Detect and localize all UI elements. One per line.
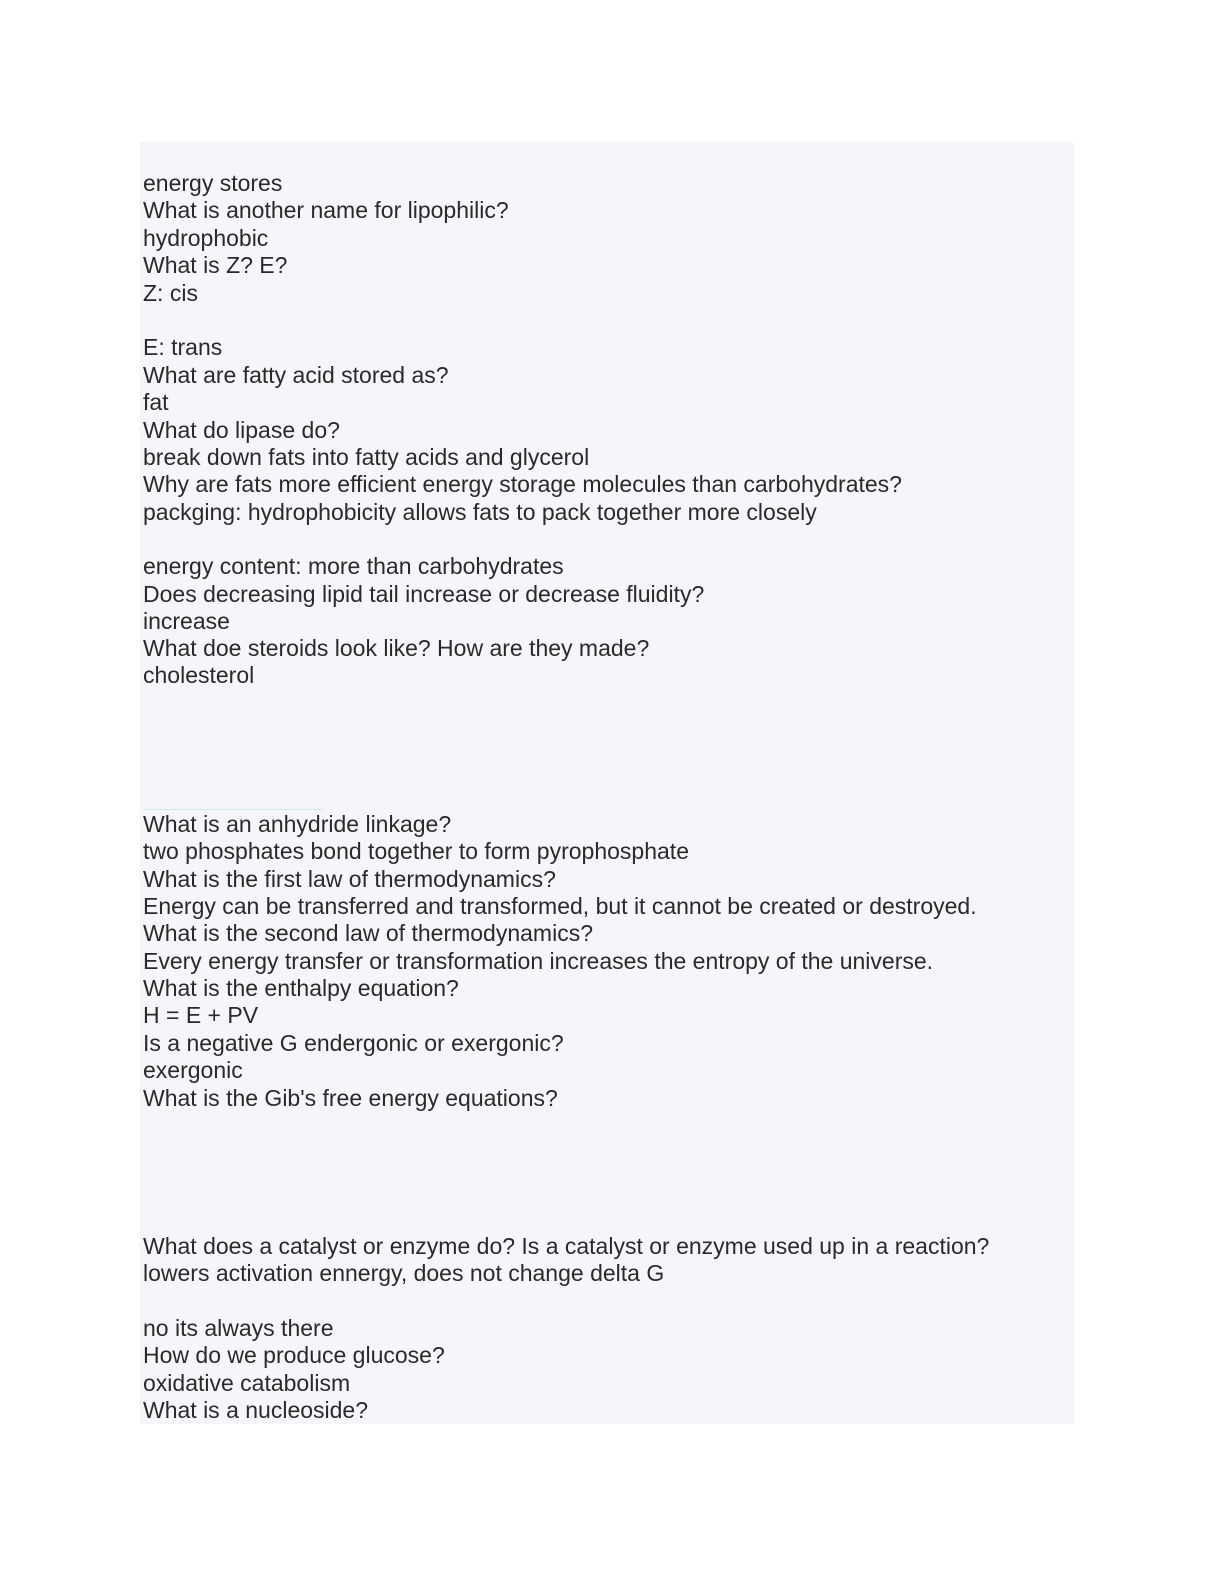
text-line: E: trans bbox=[143, 334, 223, 360]
text-line: What is Z? E? bbox=[143, 252, 288, 278]
text-line: packging: hydrophobicity allows fats to pack together more closely bbox=[143, 499, 817, 525]
text-line: cholesterol bbox=[143, 662, 255, 688]
text-line: What is the second law of thermodynamics? bbox=[143, 920, 593, 946]
text-line: Is a negative G endergonic or exergonic? bbox=[143, 1030, 564, 1056]
text-line: lowers activation ennergy, does not change delta G bbox=[143, 1260, 665, 1286]
text-line: oxidative catabolism bbox=[143, 1370, 351, 1396]
text-line: What are fatty acid stored as? bbox=[143, 362, 449, 388]
text-line: Every energy transfer or transformation increases the entropy of the universe. bbox=[143, 948, 934, 974]
text-line: Energy can be transferred and transformed, but it cannot be created or destroyed. bbox=[143, 893, 977, 919]
text-line: What is the first law of thermodynamics? bbox=[143, 866, 556, 892]
text-line: Why are fats more efficient energy storage molecules than carbohydrates? bbox=[143, 471, 902, 497]
divider bbox=[143, 809, 323, 810]
text-line: fat bbox=[143, 389, 169, 415]
text-line: break down fats into fatty acids and glycerol bbox=[143, 444, 590, 470]
text-line: Z: cis bbox=[143, 280, 198, 306]
text-line: What is the Gib's free energy equations? bbox=[143, 1085, 558, 1111]
text-line: hydrophobic bbox=[143, 225, 269, 251]
text-line: exergonic bbox=[143, 1057, 243, 1083]
text-line: energy content: more than carbohydrates bbox=[143, 553, 564, 579]
document-panel bbox=[140, 142, 1074, 1424]
text-line: What does a catalyst or enzyme do? Is a catalyst or enzyme used up in a reaction? bbox=[143, 1233, 990, 1259]
text-line: What is an anhydride linkage? bbox=[143, 811, 452, 837]
text-line: energy stores bbox=[143, 170, 283, 196]
text-line: What is another name for lipophilic? bbox=[143, 197, 509, 223]
text-line: Does decreasing lipid tail increase or decrease fluidity? bbox=[143, 581, 705, 607]
text-line: What do lipase do? bbox=[143, 417, 340, 443]
text-line: two phosphates bond together to form pyrophosphate bbox=[143, 838, 689, 864]
text-line: What doe steroids look like? How are they made? bbox=[143, 635, 650, 661]
text-line: What is the enthalpy equation? bbox=[143, 975, 459, 1001]
text-line: How do we produce glucose? bbox=[143, 1342, 445, 1368]
text-line: no its always there bbox=[143, 1315, 334, 1341]
text-line: H = E + PV bbox=[143, 1002, 259, 1028]
text-line: What is a nucleoside? bbox=[143, 1397, 369, 1423]
text-line: increase bbox=[143, 608, 230, 634]
